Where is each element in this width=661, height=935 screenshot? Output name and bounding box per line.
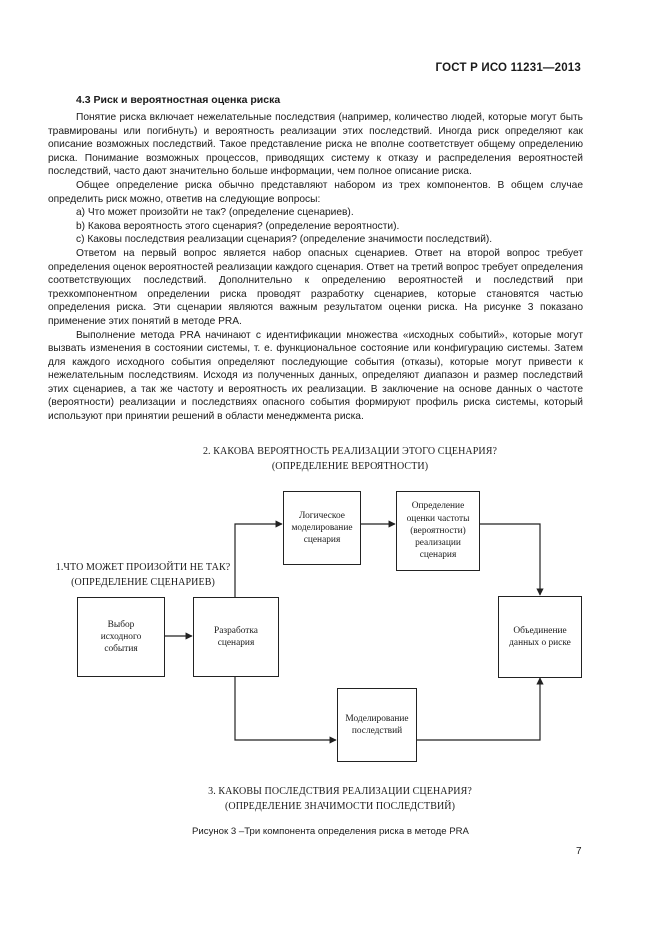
box-frequency-estimate-label: Определение оценки частоты (вероятности) реализации сценария bbox=[406, 501, 470, 561]
paragraph-pra-method: Выполнение метода PRA начинают с идентификации множества «исходных событий», которые могут вызвать изменения в состоянии системы, т. е. функциональное состояние или конфигурацию системы. Затем для каждого исходного события определяют последующие события (отказы), которые могут привести к нежелательным последствиям. Исходя из полученных данных, определяют диапазон и размер последствий этих сценариев, а так же частоту и вероятность их реализации. В заключение на основе данных о частоте (вероятности) реализации и последствиях опасного события формируют профиль риска системы, который используют при принятии решений в области менеджмента риска. bbox=[48, 329, 583, 423]
standard-header: ГОСТ Р ИСО 11231—2013 bbox=[435, 62, 581, 74]
box-initial-event bbox=[77, 597, 165, 677]
body-text bbox=[48, 111, 583, 424]
arrow-frequency-to-merge bbox=[480, 524, 540, 595]
list-item-c: c) Каковы последствия реализации сценария? (определение значимости последствий). bbox=[76, 234, 493, 246]
box-initial-event-label: Выбор исходного события bbox=[100, 619, 142, 655]
paragraph-risk-concept: Понятие риска включает нежелательные последствия (например, количество людей, которые могут быть травмированы или погибнуть) и вероятность реализации этих последствий. Иногда риск определяют как описание возможных последствий. Такое представление риска не вполне соответствует общему определению риска. Понимание возможных процессов, приводящих систему к отказу и распределения вероятностей последствий, часто дают значительно больше информации, чем полное описание риска. bbox=[48, 112, 583, 178]
figure-caption: Рисунок 3 –Три компонента определения риска в методе PRA bbox=[192, 826, 469, 837]
page-number: 7 bbox=[576, 846, 582, 857]
question-3-line1: 3. КАКОВЫ ПОСЛЕДСТВИЯ РЕАЛИЗАЦИИ СЦЕНАРИЯ? bbox=[208, 786, 472, 797]
box-risk-merge-label: Объединение данных о риске bbox=[509, 625, 571, 648]
box-scenario-development-label: Разработка сценария bbox=[214, 625, 258, 648]
box-logic-modeling-label: Логическое моделирование сценария bbox=[291, 510, 353, 546]
paragraph-risk-definition: Общее определение риска обычно представляют набором из трех компонентов. В общем случае определить риск можно, ответив на следующие вопросы: bbox=[48, 179, 583, 205]
list-item-a: a) Что может произойти не так? (определение сценариев). bbox=[76, 207, 354, 219]
question-1-line2: (ОПРЕДЕЛЕНИЕ СЦЕНАРИЕВ) bbox=[71, 577, 215, 588]
question-2-line2: (ОПРЕДЕЛЕНИЕ ВЕРОЯТНОСТИ) bbox=[271, 461, 429, 472]
paragraph-answers: Ответом на первый вопрос является набор опасных сценариев. Ответ на второй вопрос требует определения оценок вероятностей реализации каждого сценария. Ответ на третий вопрос требует определения соответствующих последствий. Дополнительно к определению вероятностей и последствий при трехкомпонентном определении риска проводят разработку сценариев, которые становятся частью определения риска. Эти сценарии являются важным результатом оценки риска. На рисунке 3 показано применение этих понятий в методе PRA. bbox=[48, 247, 583, 327]
box-consequence-modeling bbox=[337, 688, 417, 762]
section-title: 4.3 Риск и вероятностная оценка риска bbox=[76, 94, 281, 106]
list-item-b: b) Какова вероятность этого сценария? (определение вероятности). bbox=[76, 220, 400, 232]
box-frequency-estimate bbox=[396, 491, 480, 571]
arrow-scenario-to-consequence bbox=[235, 676, 336, 740]
box-logic-modeling bbox=[283, 491, 361, 565]
question-3-line2: (ОПРЕДЕЛЕНИЕ ЗНАЧИМОСТИ ПОСЛЕДСТВИЙ) bbox=[224, 801, 456, 812]
question-1-line1: 1.ЧТО МОЖЕТ ПРОИЗОЙТИ НЕ ТАК? bbox=[55, 562, 231, 573]
box-consequence-modeling-label: Моделирование последствий bbox=[345, 713, 409, 736]
question-2-line1: 2. КАКОВА ВЕРОЯТНОСТЬ РЕАЛИЗАЦИИ ЭТОГО СЦЕНАРИЯ? bbox=[202, 446, 498, 457]
box-scenario-development bbox=[193, 597, 279, 677]
box-risk-merge bbox=[498, 596, 582, 678]
arrow-consequence-to-merge bbox=[417, 678, 540, 740]
